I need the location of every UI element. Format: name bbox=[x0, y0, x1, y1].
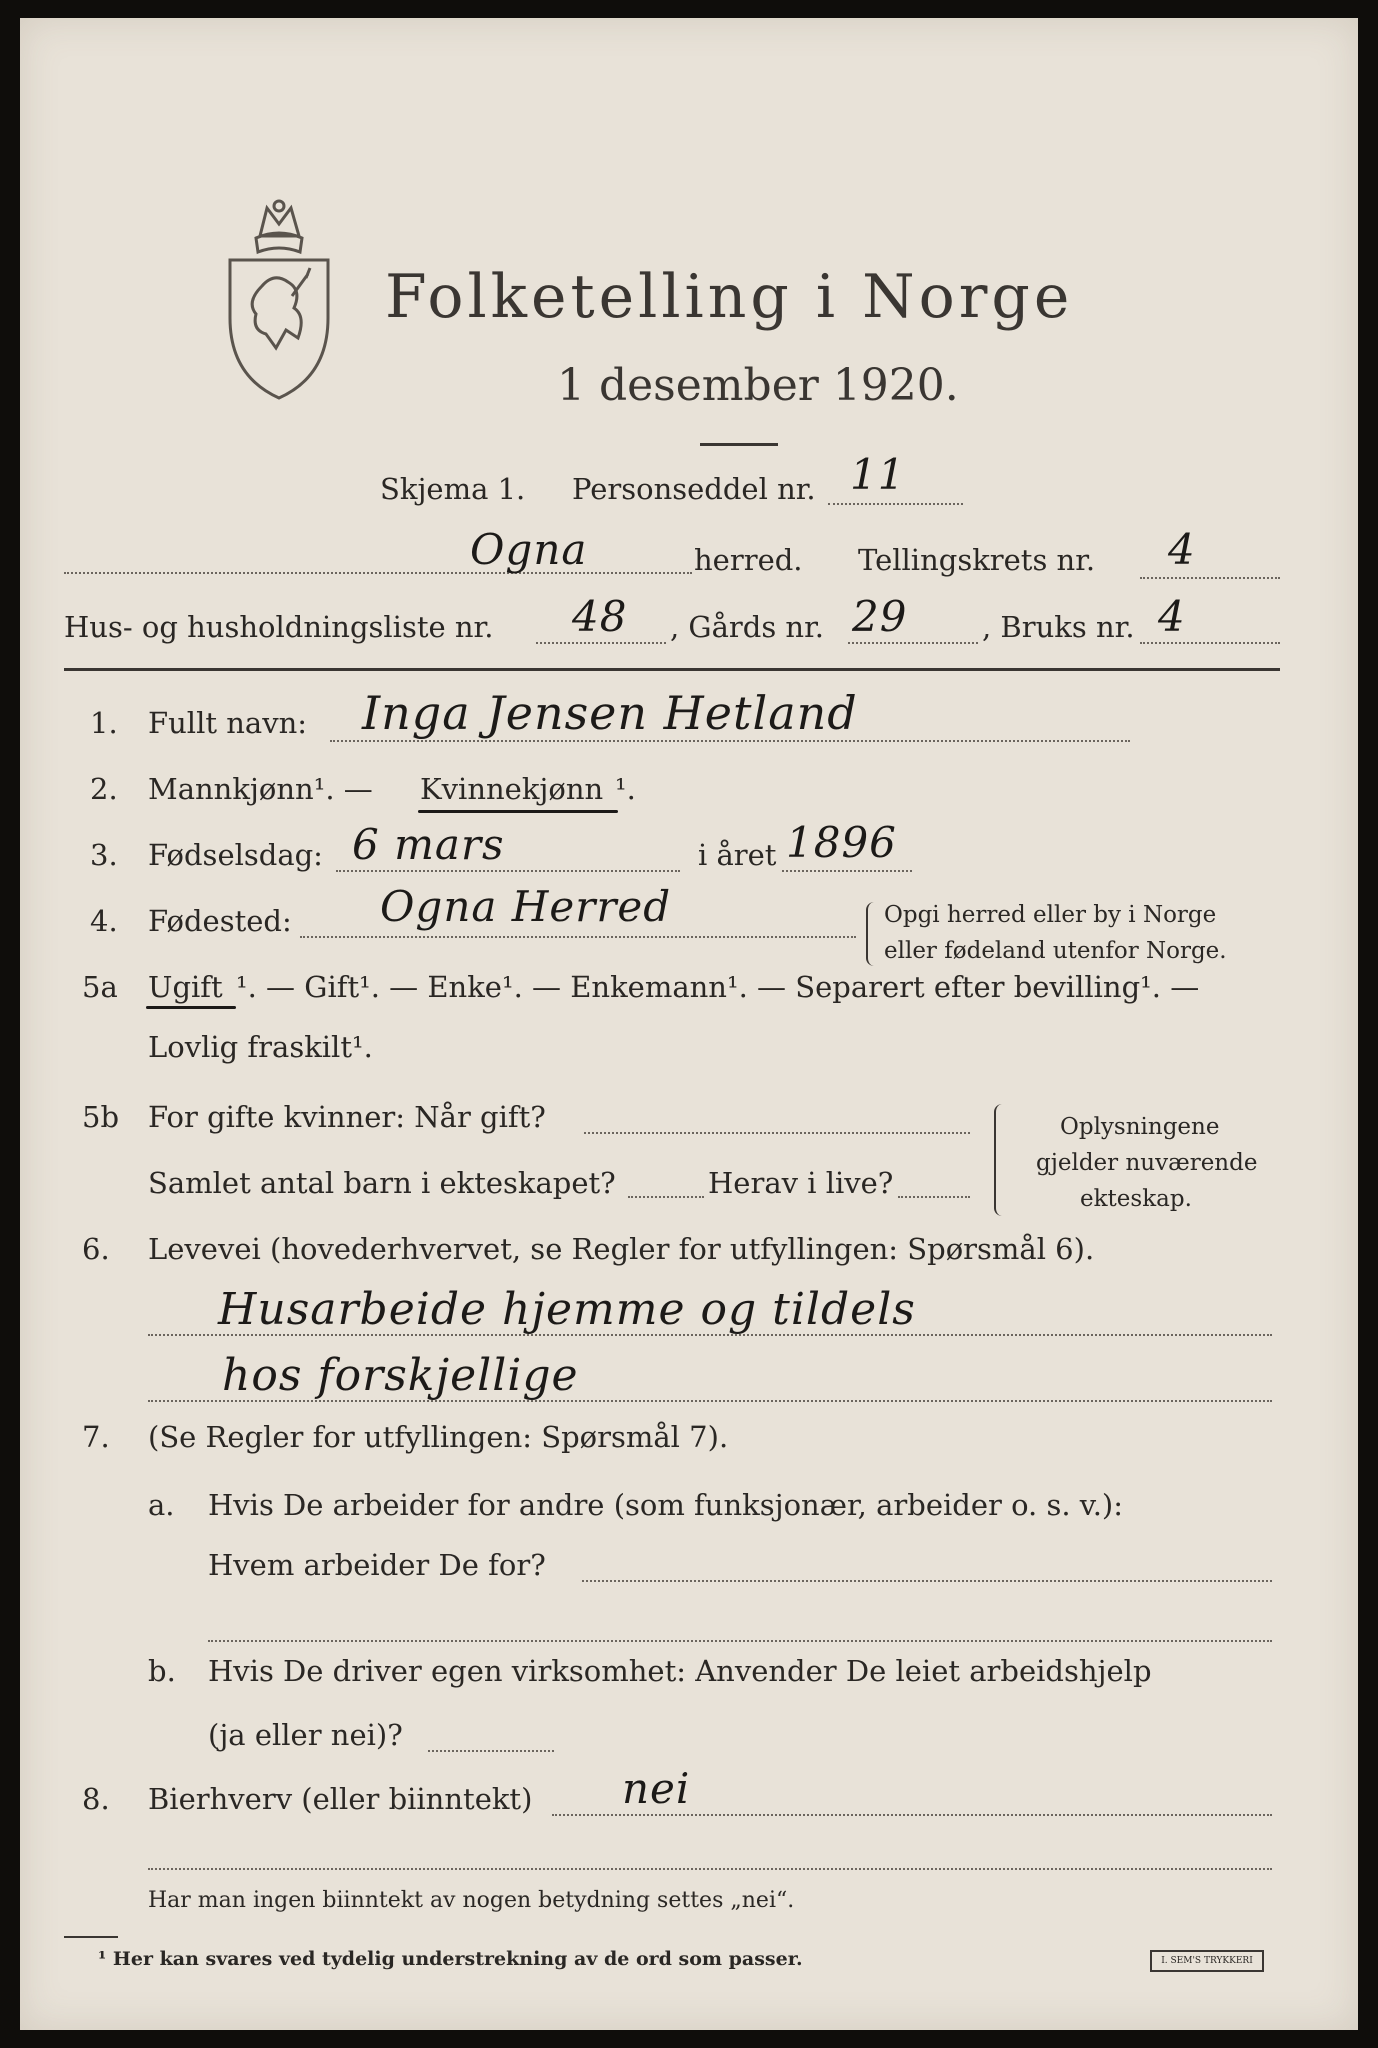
q7a-employer-line bbox=[582, 1580, 1272, 1582]
q7b-letter: b. bbox=[148, 1654, 176, 1688]
q8-number: 8. bbox=[82, 1782, 110, 1816]
hus-label: Hus- og husholdningsliste nr. bbox=[64, 610, 494, 644]
census-date: 1 desember 1920. bbox=[557, 360, 959, 411]
q4-birthplace: Ogna Herred bbox=[380, 882, 672, 931]
q8-value: nei bbox=[622, 1764, 691, 1813]
q3-birthday: 6 mars bbox=[352, 820, 505, 869]
form-title: Folketelling i Norge bbox=[385, 262, 1074, 332]
q8-line bbox=[552, 1814, 1272, 1816]
q1-label: Fullt navn: bbox=[148, 706, 308, 740]
q5a-selection-underline bbox=[146, 1006, 236, 1009]
q5b-note2: gjelder nuværende bbox=[1036, 1150, 1258, 1176]
q8-extra-line bbox=[148, 1868, 1272, 1870]
q7-number: 7. bbox=[82, 1420, 110, 1454]
q5a-number: 5a bbox=[82, 970, 118, 1004]
title-divider bbox=[700, 443, 778, 446]
personseddel-label: Personseddel nr. bbox=[572, 472, 816, 506]
q6-number: 6. bbox=[82, 1232, 110, 1266]
gards-label: , Gårds nr. bbox=[670, 610, 824, 644]
q4-line bbox=[300, 936, 856, 938]
q7-label: (Se Regler for utfyllingen: Spørsmål 7). bbox=[148, 1420, 729, 1454]
footnote: ¹ Her kan svares ved tydelig understrekning av de ord som passer. bbox=[98, 1948, 803, 1970]
q4-label: Fødested: bbox=[148, 904, 292, 938]
bruks-line bbox=[1140, 642, 1280, 644]
q1-full-name: Inga Jensen Hetland bbox=[362, 686, 858, 740]
footer-note: Har man ingen biinntekt av nogen betydning settes „nei“. bbox=[148, 1888, 795, 1913]
q7b-line2: (ja eller nei)? bbox=[208, 1718, 403, 1752]
personseddel-line bbox=[828, 503, 963, 505]
q7a-line1: Hvis De arbeider for andre (som funksjonær, arbeider o. s. v.): bbox=[208, 1488, 1124, 1522]
gards-value: 29 bbox=[852, 592, 908, 641]
q3-year-line bbox=[782, 870, 912, 872]
q5b-note1: Oplysningene bbox=[1060, 1114, 1220, 1140]
footnote-rule bbox=[64, 1936, 118, 1938]
printer-stamp: I. SEM'S TRYKKERI bbox=[1150, 1950, 1264, 1972]
hus-value: 48 bbox=[572, 592, 628, 641]
q5a-line2: Lovlig fraskilt¹. bbox=[148, 1030, 373, 1064]
q3-year-label: i året bbox=[698, 838, 777, 872]
herred-line bbox=[64, 572, 692, 574]
skjema-label: Skjema 1. bbox=[380, 472, 526, 506]
header-divider bbox=[64, 668, 1280, 671]
q2-kvinne-option: Kvinnekjønn bbox=[420, 772, 604, 806]
q1-line bbox=[330, 740, 1130, 742]
bruks-label: , Bruks nr. bbox=[982, 610, 1135, 644]
q3-birth-year: 1896 bbox=[786, 818, 897, 867]
tellingskrets-label: Tellingskrets nr. bbox=[858, 543, 1096, 577]
q3-number: 3. bbox=[90, 838, 118, 872]
q8-label: Bierhverv (eller biinntekt) bbox=[148, 1782, 533, 1816]
q7b-line1: Hvis De driver egen virksomhet: Anvender De leiet arbeidshjelp bbox=[208, 1654, 1152, 1688]
q3-label: Fødselsdag: bbox=[148, 838, 323, 872]
q5b-line1: For gifte kvinner: Når gift? bbox=[148, 1100, 546, 1134]
q7a-extra-line bbox=[208, 1640, 1272, 1642]
bruks-value: 4 bbox=[1158, 592, 1186, 641]
q7a-letter: a. bbox=[148, 1488, 175, 1522]
q7b-answer-line bbox=[428, 1750, 554, 1752]
q5a-other-options: ¹. — Gift¹. — Enke¹. — Enkemann¹. — Separert efter bevilling¹. — bbox=[236, 970, 1200, 1004]
q6-label: Levevei (hovederhvervet, se Regler for utfyllingen: Spørsmål 6). bbox=[148, 1232, 1095, 1266]
q4-note-line2: eller fødeland utenfor Norge. bbox=[884, 938, 1227, 964]
q5b-alive-label: Herav i live? bbox=[708, 1166, 894, 1200]
q5b-note3: ekteskap. bbox=[1080, 1186, 1192, 1212]
q2-kvinne-sup: ¹. bbox=[615, 772, 636, 806]
norway-coat-of-arms-icon bbox=[222, 198, 337, 403]
q4-brace bbox=[866, 902, 878, 966]
q5a-ugift-option: Ugift bbox=[148, 970, 223, 1004]
q5b-children-label: Samlet antal barn i ekteskapet? bbox=[148, 1166, 616, 1200]
tellingskrets-line bbox=[1140, 577, 1280, 579]
q4-number: 4. bbox=[90, 904, 118, 938]
q2-selection-underline bbox=[418, 810, 618, 813]
q2-mann-option: Mannkjønn¹. — bbox=[148, 772, 373, 806]
herred-label: herred. bbox=[694, 543, 803, 577]
tellingskrets-value: 4 bbox=[1168, 525, 1196, 574]
q4-note-line1: Opgi herred eller by i Norge bbox=[884, 902, 1217, 928]
q5b-brace bbox=[994, 1104, 1010, 1216]
q5b-alive-line bbox=[898, 1196, 970, 1198]
q5b-number: 5b bbox=[82, 1100, 120, 1134]
q1-number: 1. bbox=[90, 706, 118, 740]
q2-number: 2. bbox=[90, 772, 118, 806]
personseddel-value: 11 bbox=[850, 450, 906, 499]
gards-line bbox=[848, 642, 978, 644]
q7a-line2: Hvem arbeider De for? bbox=[208, 1548, 546, 1582]
q5b-children-line bbox=[628, 1196, 704, 1198]
herred-value: Ogna bbox=[470, 525, 588, 574]
q6-value-line2: hos forskjellige bbox=[222, 1350, 579, 1401]
hus-line bbox=[536, 642, 666, 644]
q6-value-line1: Husarbeide hjemme og tildels bbox=[218, 1284, 916, 1335]
q3-date-line bbox=[336, 870, 680, 872]
q5b-married-line bbox=[584, 1132, 970, 1134]
